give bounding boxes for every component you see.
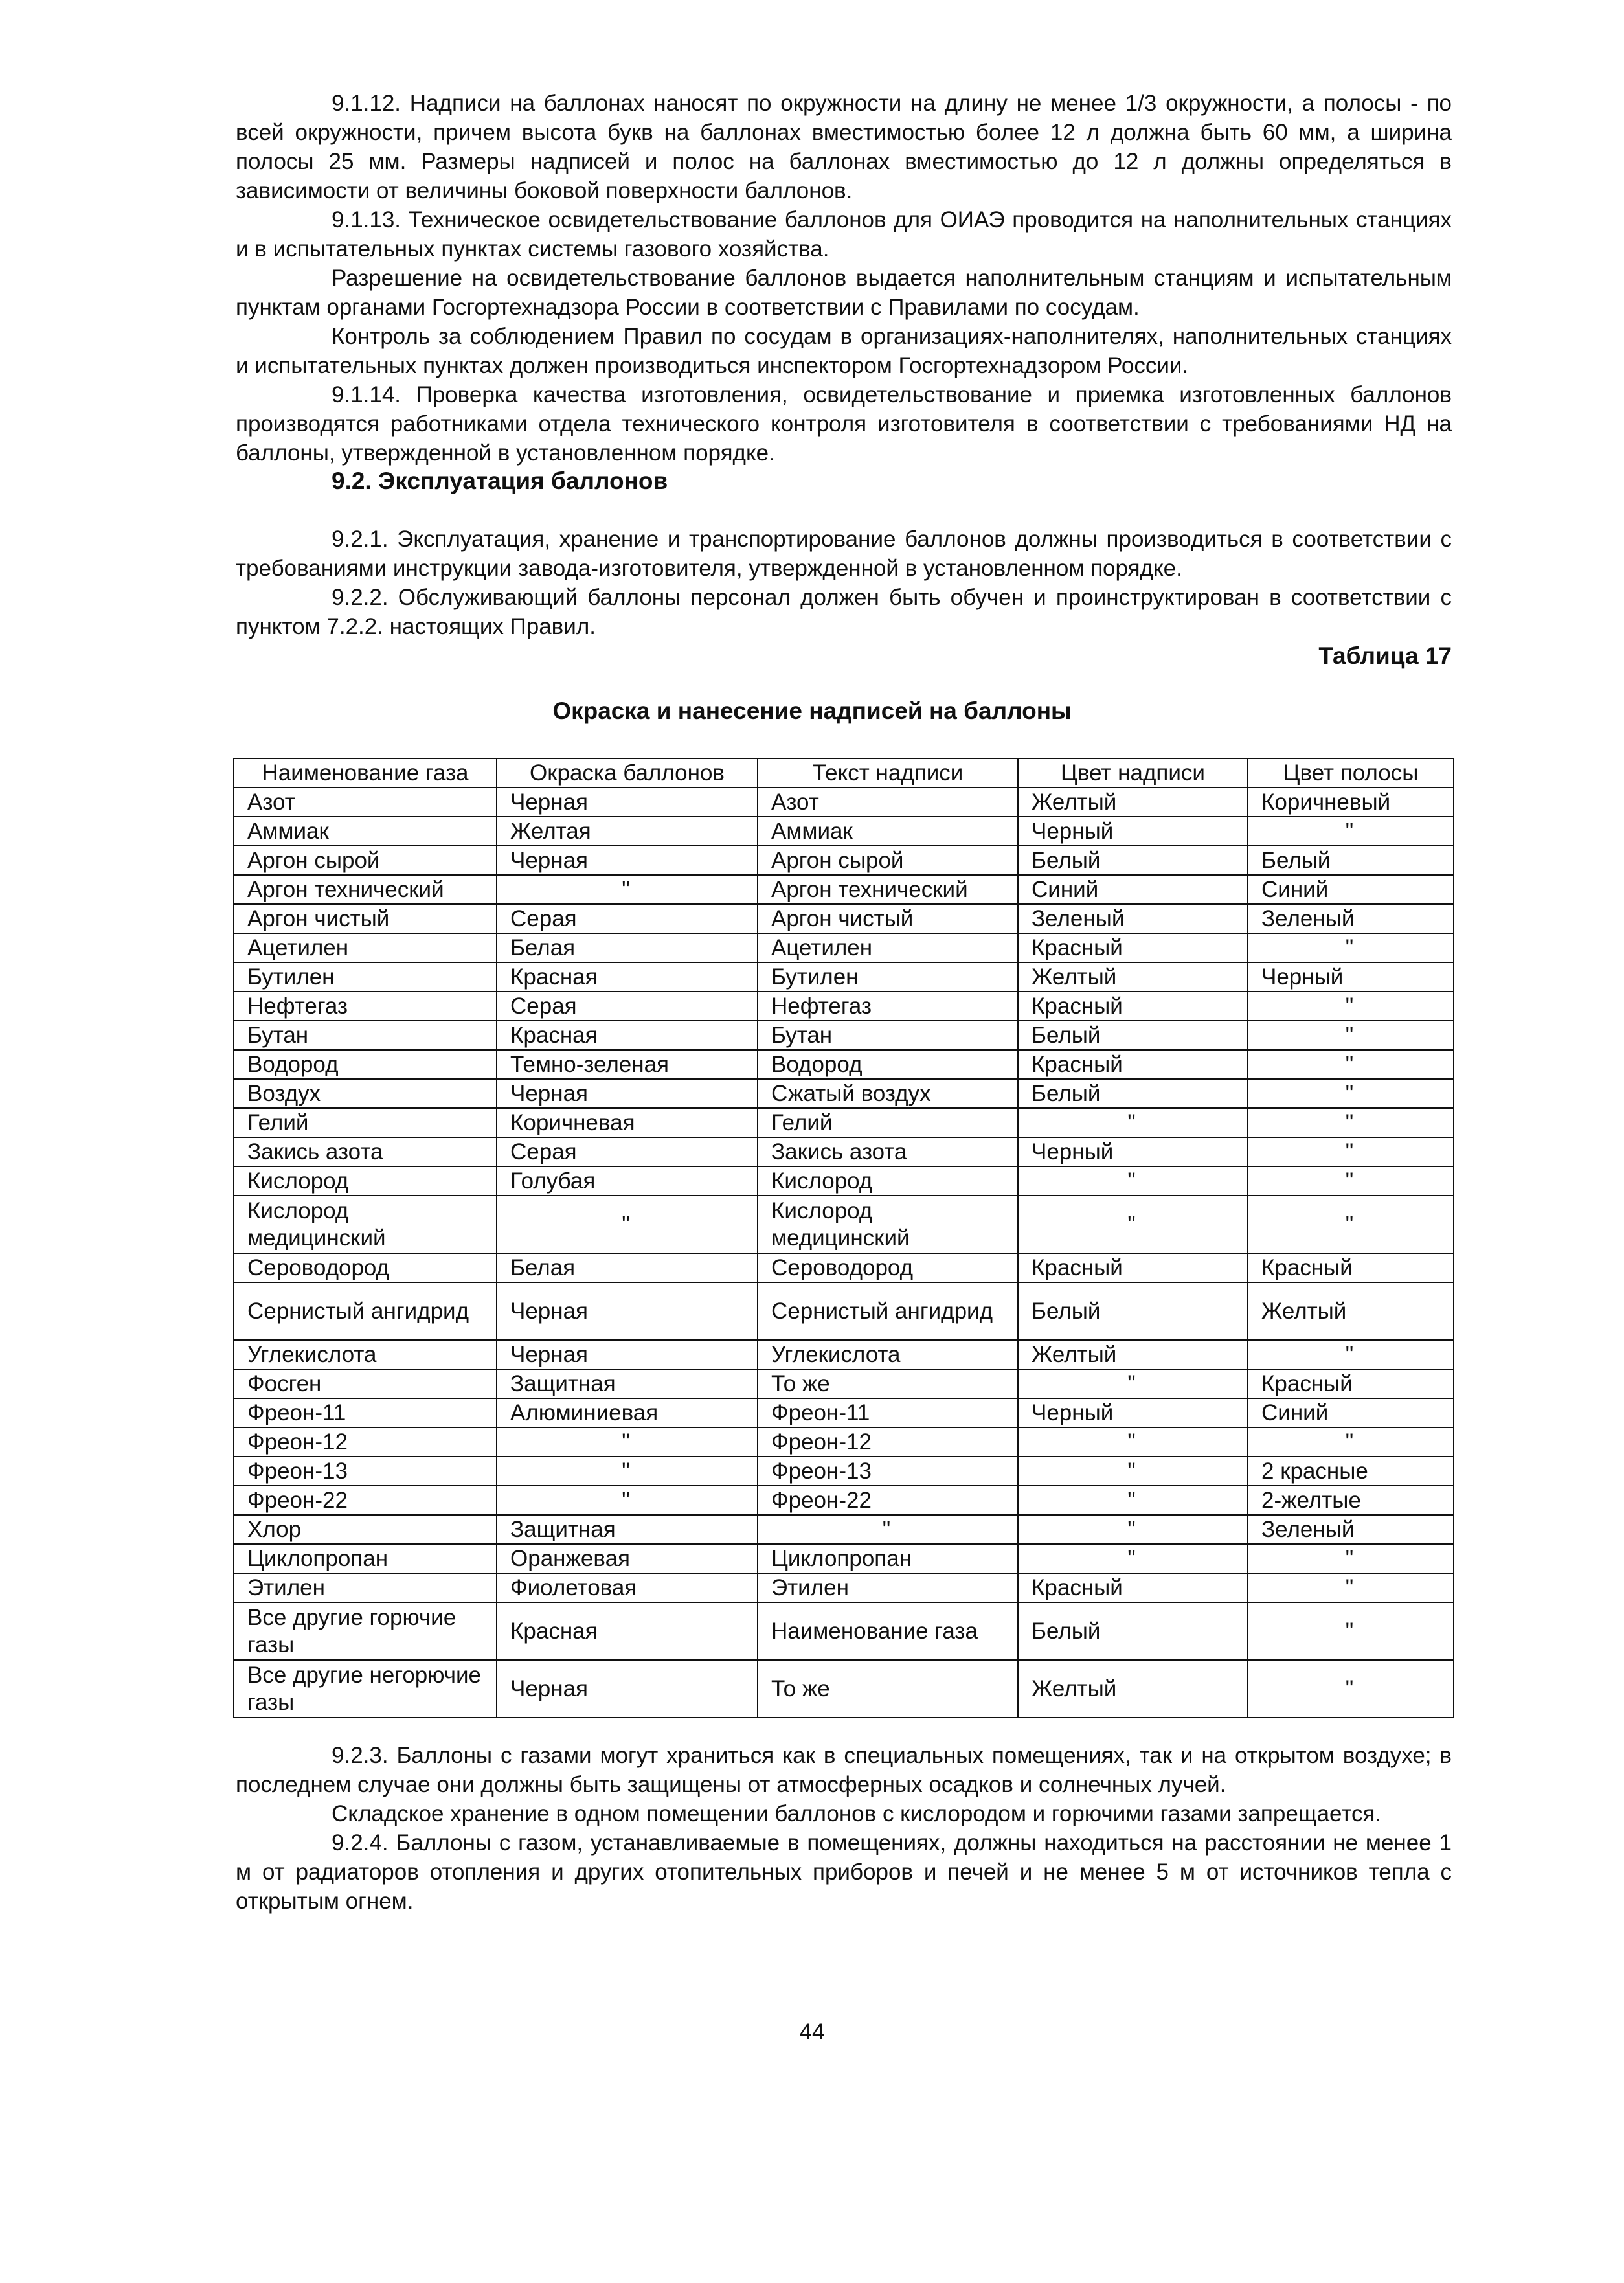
inscription-text-cell: Водород: [758, 1050, 1018, 1079]
cylinder-color-cell: Черная: [497, 1340, 758, 1369]
table-row: [234, 933, 1454, 962]
cylinder-color-cell: Белая: [497, 933, 758, 962]
inscription-text-cell: Кислород медицинский: [758, 1196, 1018, 1253]
gas-name-cell: Бутан: [234, 1021, 497, 1050]
inscription-color-cell: Черный: [1018, 1398, 1248, 1427]
inscription-color-cell: Красный: [1018, 933, 1248, 962]
stripe-color-cell: Синий: [1248, 875, 1454, 904]
table-row: [234, 788, 1454, 817]
stripe-color-cell: ": [1248, 933, 1454, 962]
inscription-text-cell: Фреон-13: [758, 1457, 1018, 1486]
stripe-color-cell: ": [1248, 1602, 1454, 1660]
header-stripe-color: Цвет полосы: [1248, 758, 1454, 788]
inscription-text-cell: Нефтегаз: [758, 992, 1018, 1021]
table-row: [234, 962, 1454, 992]
header-cylinder-color: Окраска баллонов: [497, 758, 758, 788]
gas-name-cell: Фосген: [234, 1369, 497, 1398]
stripe-color-cell: Зеленый: [1248, 904, 1454, 933]
stripe-color-cell: Коричневый: [1248, 788, 1454, 817]
stripe-color-cell: ": [1248, 1050, 1454, 1079]
inscription-color-cell: ": [1018, 1544, 1248, 1573]
stripe-color-cell: 2-желтые: [1248, 1486, 1454, 1515]
bottom-text-block: [236, 1741, 1452, 1916]
cylinder-color-cell: Красная: [497, 1021, 758, 1050]
stripe-color-cell: ": [1248, 1573, 1454, 1602]
table-row: [234, 1427, 1454, 1457]
inscription-color-cell: Белый: [1018, 846, 1248, 875]
table-row: [234, 1398, 1454, 1427]
inscription-color-cell: Желтый: [1018, 962, 1248, 992]
inscription-text-cell: То же: [758, 1369, 1018, 1398]
cylinder-color-cell: ": [497, 1196, 758, 1253]
inscription-color-cell: Желтый: [1018, 1340, 1248, 1369]
inscription-text-cell: Гелий: [758, 1108, 1018, 1137]
cylinder-color-cell: Белая: [497, 1253, 758, 1282]
stripe-color-cell: ": [1248, 1137, 1454, 1166]
cylinder-color-cell: Желтая: [497, 817, 758, 846]
table-number: Таблица 17: [1318, 642, 1452, 669]
stripe-color-cell: ": [1248, 817, 1454, 846]
stripe-color-cell: Красный: [1248, 1253, 1454, 1282]
table-row: [234, 1340, 1454, 1369]
paragraph-storage: Складское хранение в одном помещении баллонов с кислородом и горючими газами запрещается.: [332, 1801, 1382, 1826]
stripe-color-cell: ": [1248, 1544, 1454, 1573]
table-row: [234, 1369, 1454, 1398]
inscription-color-cell: Белый: [1018, 1282, 1248, 1340]
inscription-text-cell: Бутан: [758, 1021, 1018, 1050]
inscription-text-cell: Фреон-11: [758, 1398, 1018, 1427]
cylinder-color-cell: Оранжевая: [497, 1544, 758, 1573]
table-row: [234, 1660, 1454, 1718]
inscription-color-cell: ": [1018, 1457, 1248, 1486]
table-row: [234, 992, 1454, 1021]
inscription-text-cell: Аргон технический: [758, 875, 1018, 904]
inscription-color-cell: Красный: [1018, 1253, 1248, 1282]
inscription-color-cell: Белый: [1018, 1079, 1248, 1108]
table-row: [234, 1253, 1454, 1282]
paragraph-9-1-14: 9.1.14. Проверка качества изготовления, освидетельствование и приемка изготовленных баллонов производятся работниками отдела технического контроля изготовителя в соответствии с требованиями НД на баллоны, утвержденной в установленном порядке.: [236, 382, 1452, 466]
gas-name-cell: Все другие горючие газы: [234, 1602, 497, 1660]
table-row: [234, 846, 1454, 875]
inscription-color-cell: Черный: [1018, 817, 1248, 846]
inscription-text-cell: Закись азота: [758, 1137, 1018, 1166]
inscription-text-cell: Аргон чистый: [758, 904, 1018, 933]
table-row: [234, 1166, 1454, 1196]
gas-name-cell: Кислород: [234, 1166, 497, 1196]
inscription-color-cell: ": [1018, 1369, 1248, 1398]
table-row: [234, 1021, 1454, 1050]
inscription-text-cell: Аргон сырой: [758, 846, 1018, 875]
gas-name-cell: Нефтегаз: [234, 992, 497, 1021]
inscription-color-cell: Синий: [1018, 875, 1248, 904]
table-row: [234, 1573, 1454, 1602]
cylinder-color-cell: Черная: [497, 788, 758, 817]
gas-name-cell: Циклопропан: [234, 1544, 497, 1573]
inscription-color-cell: ": [1018, 1166, 1248, 1196]
gas-name-cell: Аргон технический: [234, 875, 497, 904]
inscription-color-cell: Красный: [1018, 1573, 1248, 1602]
paragraph-9-1-12: 9.1.12. Надписи на баллонах наносят по окружности на длину не менее 1/3 окружности, а полосы - по всей окружности, причем высота букв на баллонах вместимостью более 12 л должна быть 60 мм, а ширина полосы 25 мм. Размеры надписей и полос на баллонах вместимостью до 12 л должны определяться в зависимости от величины боковой поверхности баллонов.: [236, 91, 1452, 203]
inscription-color-cell: Черный: [1018, 1137, 1248, 1166]
cylinder-color-cell: Темно-зеленая: [497, 1050, 758, 1079]
section-heading: 9.2. Эксплуатация баллонов: [332, 468, 668, 494]
cylinder-color-cell: Красная: [497, 962, 758, 992]
stripe-color-cell: ": [1248, 992, 1454, 1021]
stripe-color-cell: Черный: [1248, 962, 1454, 992]
inscription-color-cell: Желтый: [1018, 788, 1248, 817]
table-body: [234, 788, 1454, 1718]
inscription-text-cell: Сжатый воздух: [758, 1079, 1018, 1108]
inscription-text-cell: Фреон-22: [758, 1486, 1018, 1515]
inscription-color-cell: ": [1018, 1486, 1248, 1515]
gas-name-cell: Хлор: [234, 1515, 497, 1544]
inscription-color-cell: Белый: [1018, 1021, 1248, 1050]
gas-name-cell: Воздух: [234, 1079, 497, 1108]
inscription-text-cell: Аммиак: [758, 817, 1018, 846]
inscription-text-cell: Азот: [758, 788, 1018, 817]
table-row: [234, 817, 1454, 846]
gas-name-cell: Водород: [234, 1050, 497, 1079]
inscription-color-cell: ": [1018, 1427, 1248, 1457]
stripe-color-cell: ": [1248, 1166, 1454, 1196]
stripe-color-cell: Белый: [1248, 846, 1454, 875]
paragraph-9-1-13: 9.1.13. Техническое освидетельствование баллонов для ОИАЭ проводится на наполнительных станциях и в испытательных пунктах системы газового хозяйства.: [236, 207, 1452, 262]
inscription-color-cell: Желтый: [1018, 1660, 1248, 1718]
inscription-color-cell: Зеленый: [1018, 904, 1248, 933]
table-title: Окраска и нанесение надписей на баллоны: [552, 698, 1072, 724]
cylinder-color-cell: ": [497, 1486, 758, 1515]
inscription-color-cell: Красный: [1018, 1050, 1248, 1079]
stripe-color-cell: 2 красные: [1248, 1457, 1454, 1486]
inscription-text-cell: ": [758, 1515, 1018, 1544]
gas-name-cell: Все другие негорючие газы: [234, 1660, 497, 1718]
stripe-color-cell: ": [1248, 1108, 1454, 1137]
top-text-block: [236, 89, 1452, 468]
inscription-color-cell: ": [1018, 1108, 1248, 1137]
inscription-text-cell: Углекислота: [758, 1340, 1018, 1369]
stripe-color-cell: Красный: [1248, 1369, 1454, 1398]
page-number: 44: [799, 2019, 825, 2045]
gas-name-cell: Этилен: [234, 1573, 497, 1602]
cylinder-color-cell: Защитная: [497, 1369, 758, 1398]
table-row: [234, 875, 1454, 904]
gas-name-cell: Аммиак: [234, 817, 497, 846]
gas-name-cell: Сероводород: [234, 1253, 497, 1282]
header-inscription-color: Цвет надписи: [1018, 758, 1248, 788]
table-row: [234, 1602, 1454, 1660]
stripe-color-cell: ": [1248, 1660, 1454, 1718]
header-gas-name: Наименование газа: [234, 758, 497, 788]
stripe-color-cell: ": [1248, 1079, 1454, 1108]
inscription-color-cell: Красный: [1018, 992, 1248, 1021]
gas-name-cell: Фреон-22: [234, 1486, 497, 1515]
gas-name-cell: Фреон-13: [234, 1457, 497, 1486]
cylinder-color-cell: ": [497, 875, 758, 904]
cylinder-color-cell: Алюминиевая: [497, 1398, 758, 1427]
inscription-text-cell: Сернистый ангидрид: [758, 1282, 1018, 1340]
gas-name-cell: Аргон чистый: [234, 904, 497, 933]
inscription-text-cell: Кислород: [758, 1166, 1018, 1196]
table-row: [234, 1282, 1454, 1340]
inscription-color-cell: ": [1018, 1515, 1248, 1544]
stripe-color-cell: ": [1248, 1340, 1454, 1369]
gas-name-cell: Аргон сырой: [234, 846, 497, 875]
gas-name-cell: Гелий: [234, 1108, 497, 1137]
paragraph-9-2-1: 9.2.1. Эксплуатация, хранение и транспортирование баллонов должны производиться в соответствии с требованиями инструкции завода-изготовителя, утвержденной в установленном порядке.: [236, 527, 1452, 581]
stripe-color-cell: ": [1248, 1021, 1454, 1050]
table-row: [234, 1457, 1454, 1486]
table-row: [234, 1079, 1454, 1108]
mid-text-block: [236, 525, 1452, 641]
inscription-text-cell: То же: [758, 1660, 1018, 1718]
table-header-row: [234, 758, 1454, 788]
header-inscription-text: Текст надписи: [758, 758, 1018, 788]
inscription-color-cell: Белый: [1018, 1602, 1248, 1660]
table-row: [234, 904, 1454, 933]
table-row: [234, 1196, 1454, 1253]
gas-name-cell: Бутилен: [234, 962, 497, 992]
cylinder-color-cell: Черная: [497, 846, 758, 875]
stripe-color-cell: Желтый: [1248, 1282, 1454, 1340]
gas-name-cell: Фреон-12: [234, 1427, 497, 1457]
inscription-color-cell: ": [1018, 1196, 1248, 1253]
gas-name-cell: Сернистый ангидрид: [234, 1282, 497, 1340]
cylinder-color-cell: Коричневая: [497, 1108, 758, 1137]
stripe-color-cell: ": [1248, 1427, 1454, 1457]
paragraph-9-2-4: 9.2.4. Баллоны с газом, устанавливаемые в помещениях, должны находиться на расстоянии не менее 1 м от радиаторов отопления и других отопительных приборов и печей и не менее 5 м от источников тепла с открытым огнем.: [236, 1830, 1452, 1914]
paragraph-9-2-3: 9.2.3. Баллоны с газами могут храниться как в специальных помещениях, так и на открытом воздухе; в последнем случае они должны быть защищены от атмосферных осадков и солнечных лучей.: [236, 1743, 1452, 1797]
gas-name-cell: Углекислота: [234, 1340, 497, 1369]
cylinder-color-cell: Черная: [497, 1282, 758, 1340]
paragraph-permission: Разрешение на освидетельствование баллонов выдается наполнительным станциям и испытательным пунктам органами Госгортехнадзора России в соответствии с Правилами по сосудам.: [236, 266, 1452, 320]
inscription-text-cell: Этилен: [758, 1573, 1018, 1602]
cylinder-color-cell: Защитная: [497, 1515, 758, 1544]
cylinder-color-cell: Голубая: [497, 1166, 758, 1196]
cylinder-color-cell: Серая: [497, 992, 758, 1021]
gas-name-cell: Закись азота: [234, 1137, 497, 1166]
gas-cylinder-table: [233, 758, 1454, 1718]
cylinder-color-cell: Фиолетовая: [497, 1573, 758, 1602]
inscription-text-cell: Сероводород: [758, 1253, 1018, 1282]
cylinder-color-cell: Серая: [497, 904, 758, 933]
table-row: [234, 1137, 1454, 1166]
table-row: [234, 1108, 1454, 1137]
gas-name-cell: Кислород медицинский: [234, 1196, 497, 1253]
gas-name-cell: Ацетилен: [234, 933, 497, 962]
cylinder-color-cell: Красная: [497, 1602, 758, 1660]
stripe-color-cell: Синий: [1248, 1398, 1454, 1427]
cylinder-color-cell: Черная: [497, 1660, 758, 1718]
table-row: [234, 1486, 1454, 1515]
table-row: [234, 1050, 1454, 1079]
table-row: [234, 1544, 1454, 1573]
cylinder-color-cell: ": [497, 1427, 758, 1457]
gas-name-cell: Азот: [234, 788, 497, 817]
stripe-color-cell: ": [1248, 1196, 1454, 1253]
cylinder-color-cell: Серая: [497, 1137, 758, 1166]
cylinder-color-cell: Черная: [497, 1079, 758, 1108]
table-row: [234, 1515, 1454, 1544]
cylinder-color-cell: ": [497, 1457, 758, 1486]
stripe-color-cell: Зеленый: [1248, 1515, 1454, 1544]
gas-name-cell: Фреон-11: [234, 1398, 497, 1427]
inscription-text-cell: Бутилен: [758, 962, 1018, 992]
inscription-text-cell: Ацетилен: [758, 933, 1018, 962]
inscription-text-cell: Циклопропан: [758, 1544, 1018, 1573]
paragraph-9-2-2: 9.2.2. Обслуживающий баллоны персонал должен быть обучен и проинструктирован в соответствии с пунктом 7.2.2. настоящих Правил.: [236, 585, 1452, 639]
inscription-text-cell: Наименование газа: [758, 1602, 1018, 1660]
paragraph-control: Контроль за соблюдением Правил по сосудам в организациях-наполнителях, наполнительных станциях и испытательных пунктах должен производиться инспектором Госгортехнадзором России.: [236, 324, 1452, 378]
inscription-text-cell: Фреон-12: [758, 1427, 1018, 1457]
